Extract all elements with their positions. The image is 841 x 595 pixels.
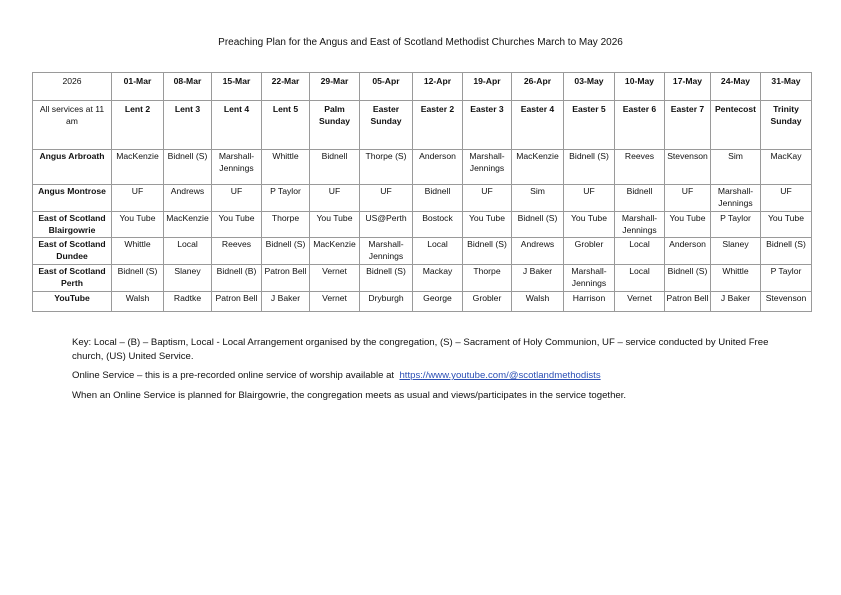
sunday-name-cell: Easter 5	[564, 101, 615, 150]
preacher-cell: Stevenson	[761, 292, 812, 312]
preacher-cell: P Taylor	[761, 265, 812, 292]
date-header-cell: 26-Apr	[512, 73, 564, 101]
date-header-cell: 22-Mar	[262, 73, 310, 101]
sunday-name-cell: Lent 4	[212, 101, 262, 150]
preacher-cell: You Tube	[212, 212, 262, 238]
preacher-cell: Sim	[512, 185, 564, 212]
youtube-link[interactable]: https://www.youtube.com/@scotlandmethodists	[399, 370, 601, 381]
preacher-cell: You Tube	[463, 212, 512, 238]
preacher-cell: Thorpe	[463, 265, 512, 292]
preacher-cell: Local	[413, 238, 463, 265]
sunday-name-cell: Lent 2	[112, 101, 164, 150]
sunday-name-cell: Easter 4	[512, 101, 564, 150]
sunday-name-cell: Trinity Sunday	[761, 101, 812, 150]
preacher-cell: Bidnell (S)	[463, 238, 512, 265]
preacher-cell: Patron Bell	[665, 292, 711, 312]
preacher-cell: J Baker	[711, 292, 761, 312]
date-header-cell: 01-Mar	[112, 73, 164, 101]
preaching-plan-table	[32, 72, 812, 312]
preacher-cell: Marshall-Jennings	[463, 150, 512, 185]
preacher-cell: Local	[615, 265, 665, 292]
page-title: Preaching Plan for the Angus and East of Scotland Methodist Churches March to May 2026	[218, 37, 623, 48]
preacher-cell: UF	[761, 185, 812, 212]
preacher-cell: Bidnell (S)	[564, 150, 615, 185]
preacher-cell: Thorpe	[262, 212, 310, 238]
preacher-cell: Thorpe (S)	[360, 150, 413, 185]
preacher-cell: Marshall-Jennings	[360, 238, 413, 265]
church-name-cell: YouTube	[33, 292, 112, 312]
preacher-cell: Marshall-Jennings	[212, 150, 262, 185]
preacher-cell: Patron Bell	[262, 265, 310, 292]
preacher-cell: You Tube	[564, 212, 615, 238]
preacher-cell: Marshall-Jennings	[711, 185, 761, 212]
preacher-cell: Bostock	[413, 212, 463, 238]
preacher-cell: Marshall-Jennings	[564, 265, 615, 292]
date-header-cell: 31-May	[761, 73, 812, 101]
preacher-cell: Whittle	[711, 265, 761, 292]
preacher-cell: You Tube	[761, 212, 812, 238]
sunday-name-cell: Easter 6	[615, 101, 665, 150]
online-service-text: Online Service – this is a pre-recorded online service of worship available at	[72, 370, 395, 381]
date-header-cell: 03-May	[564, 73, 615, 101]
blairgowrie-note: When an Online Service is planned for Blairgowrie, the congregation meets as usual and views/participates in the service together.	[72, 389, 627, 401]
service-time-cell: All services at 11 am	[33, 101, 112, 150]
preacher-cell: George	[413, 292, 463, 312]
online-service-note	[72, 369, 772, 383]
preacher-cell: MacKenzie	[310, 238, 360, 265]
church-name-cell: East of Scotland Perth	[33, 265, 112, 292]
sunday-name-cell: Easter Sunday	[360, 101, 413, 150]
preacher-cell: Slaney	[711, 238, 761, 265]
sunday-name-cell: Pentecost	[711, 101, 761, 150]
preacher-cell: Bidnell (S)	[761, 238, 812, 265]
year-cell: 2026	[33, 73, 112, 101]
preacher-cell: Andrews	[164, 185, 212, 212]
date-header-cell: 19-Apr	[463, 73, 512, 101]
preacher-cell: Bidnell (S)	[262, 238, 310, 265]
preacher-cell: UF	[463, 185, 512, 212]
preacher-cell: Grobler	[463, 292, 512, 312]
preacher-cell: Anderson	[413, 150, 463, 185]
preacher-cell: MacKenzie	[164, 212, 212, 238]
preacher-cell: MacKenzie	[512, 150, 564, 185]
date-header-cell: 24-May	[711, 73, 761, 101]
preacher-cell: J Baker	[512, 265, 564, 292]
preacher-cell: Andrews	[512, 238, 564, 265]
table-row	[33, 185, 812, 212]
sunday-name-row	[33, 101, 812, 150]
table-row	[33, 238, 812, 265]
preacher-cell: Dryburgh	[360, 292, 413, 312]
table-row	[33, 150, 812, 185]
notes	[72, 336, 772, 408]
preacher-cell: Marshall-Jennings	[615, 212, 665, 238]
church-name-cell: Angus Montrose	[33, 185, 112, 212]
table-row	[33, 212, 812, 238]
preacher-cell: Bidnell (S)	[164, 150, 212, 185]
preacher-cell: Local	[615, 238, 665, 265]
church-name-cell: East of Scotland Dundee	[33, 238, 112, 265]
preacher-cell: Radtke	[164, 292, 212, 312]
date-header-cell: 05-Apr	[360, 73, 413, 101]
preacher-cell: P Taylor	[711, 212, 761, 238]
preacher-cell: Reeves	[615, 150, 665, 185]
preacher-cell: UF	[112, 185, 164, 212]
preacher-cell: Whittle	[112, 238, 164, 265]
preacher-cell: Bidnell	[413, 185, 463, 212]
preacher-cell: Stevenson	[665, 150, 711, 185]
date-header-cell: 12-Apr	[413, 73, 463, 101]
preacher-cell: Bidnell	[310, 150, 360, 185]
preacher-cell: Bidnell (S)	[512, 212, 564, 238]
preacher-cell: Bidnell (S)	[665, 265, 711, 292]
preacher-cell: Mackay	[413, 265, 463, 292]
date-header-cell: 10-May	[615, 73, 665, 101]
sunday-name-cell: Lent 3	[164, 101, 212, 150]
preacher-cell: You Tube	[112, 212, 164, 238]
date-header-cell: 17-May	[665, 73, 711, 101]
preacher-cell: UF	[360, 185, 413, 212]
preacher-cell: You Tube	[665, 212, 711, 238]
date-header-cell: 29-Mar	[310, 73, 360, 101]
sunday-name-cell: Easter 3	[463, 101, 512, 150]
preacher-cell: Walsh	[512, 292, 564, 312]
preacher-cell: Vernet	[310, 265, 360, 292]
preacher-cell: Anderson	[665, 238, 711, 265]
preacher-cell: Reeves	[212, 238, 262, 265]
date-header-cell: 15-Mar	[212, 73, 262, 101]
preacher-cell: MacKay	[761, 150, 812, 185]
date-header-row	[33, 73, 812, 101]
table-row	[33, 265, 812, 292]
table-row	[33, 292, 812, 312]
preacher-cell: UF	[212, 185, 262, 212]
preacher-cell: UF	[564, 185, 615, 212]
preacher-cell: Bidnell (S)	[360, 265, 413, 292]
church-name-cell: East of Scotland Blairgowrie	[33, 212, 112, 238]
preacher-cell: Whittle	[262, 150, 310, 185]
preacher-cell: P Taylor	[262, 185, 310, 212]
preacher-cell: Vernet	[615, 292, 665, 312]
preacher-cell: Bidnell (S)	[112, 265, 164, 292]
preacher-cell: UF	[665, 185, 711, 212]
date-header-cell: 08-Mar	[164, 73, 212, 101]
preacher-cell: MacKenzie	[112, 150, 164, 185]
preacher-cell: Sim	[711, 150, 761, 185]
church-name-cell: Angus Arbroath	[33, 150, 112, 185]
preacher-cell: Local	[164, 238, 212, 265]
preacher-cell: Walsh	[112, 292, 164, 312]
preacher-cell: Vernet	[310, 292, 360, 312]
preacher-cell: Bidnell	[615, 185, 665, 212]
key-note: Key: Local – (B) – Baptism, Local - Local Arrangement organised by the congregation, (S) – Sacrament of Holy Communion, UF – service conducted by United Free church, (US) United Service.	[72, 337, 769, 362]
preacher-cell: US@Perth	[360, 212, 413, 238]
preacher-cell: Grobler	[564, 238, 615, 265]
preacher-cell: Patron Bell	[212, 292, 262, 312]
preacher-cell: Bidnell (B)	[212, 265, 262, 292]
preacher-cell: Harrison	[564, 292, 615, 312]
preacher-cell: You Tube	[310, 212, 360, 238]
preacher-cell: J Baker	[262, 292, 310, 312]
preacher-cell: UF	[310, 185, 360, 212]
sunday-name-cell: Lent 5	[262, 101, 310, 150]
sunday-name-cell: Easter 7	[665, 101, 711, 150]
preacher-cell: Slaney	[164, 265, 212, 292]
sunday-name-cell: Easter 2	[413, 101, 463, 150]
sunday-name-cell: Palm Sunday	[310, 101, 360, 150]
